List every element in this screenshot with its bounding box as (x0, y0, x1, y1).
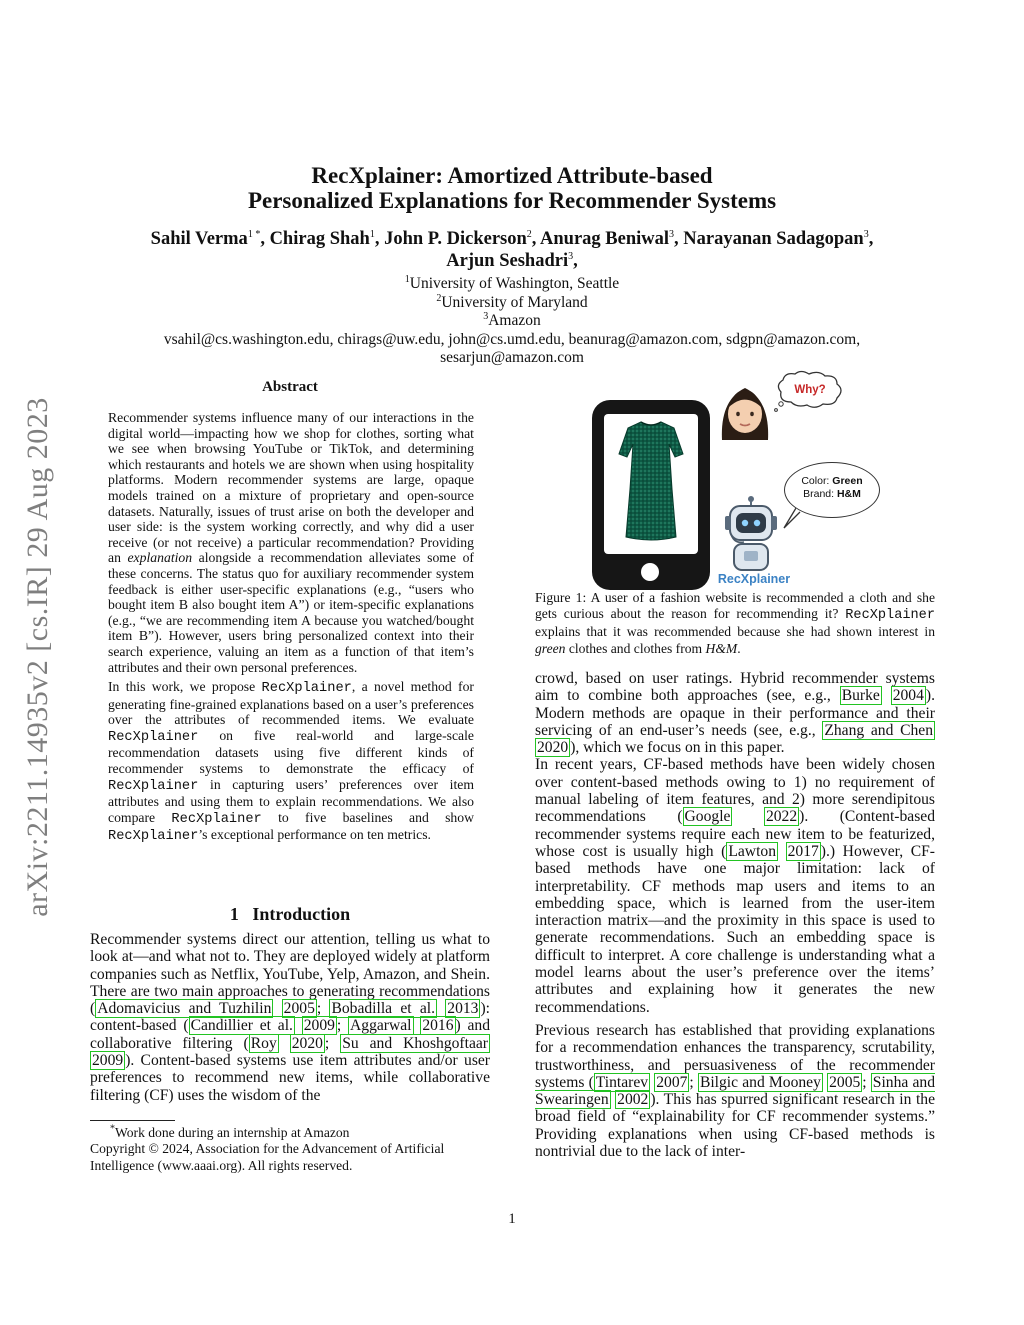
author-name: Arjun Seshadri (446, 251, 569, 271)
method-name: RecXplainer (108, 778, 199, 794)
abstract-body (108, 410, 474, 845)
citation-year: 2017 (787, 842, 819, 860)
method-name: RecXplainer (171, 811, 262, 827)
affiliation (0, 312, 1024, 331)
citation-authors: Bilgic and Mooney (699, 1073, 821, 1091)
author-sup: 2 (526, 228, 532, 240)
emphasis: H&M (705, 640, 738, 656)
author-name: Sahil Verma (150, 229, 248, 249)
citation-authors: Candillier et al. (190, 1017, 293, 1035)
text: ; (324, 1034, 341, 1052)
phone-screen (604, 414, 698, 554)
citation-year: 2009 (303, 1017, 335, 1035)
author-sup: 3 (863, 228, 869, 240)
text: In this work, we propose (108, 679, 262, 695)
arxiv-stamp-text: arXiv:2211.14935v2 [cs.IR] 29 Aug 2023 (21, 397, 54, 917)
citation-year-link[interactable] (290, 1034, 325, 1053)
method-name: RecXplainer (845, 608, 935, 624)
footnote (90, 1125, 490, 1174)
abstract-heading: Abstract (262, 379, 318, 395)
affiliation-sup: 2 (436, 292, 442, 304)
method-name: RecXplainer (108, 729, 199, 745)
citation-authors: Tintarev (595, 1073, 649, 1091)
author-sup: 3 (568, 250, 574, 262)
right-column (535, 670, 935, 1160)
affiliations (0, 275, 1024, 368)
bubble-tail (782, 508, 802, 530)
citation-year: 2016 (422, 1017, 454, 1035)
affiliation-name: University of Washington, Seattle (409, 275, 620, 292)
citation-authors: Su and Khoshgoftaar (342, 1034, 488, 1052)
figure-caption (535, 590, 935, 657)
citation-link[interactable] (340, 1034, 490, 1053)
value: H&M (836, 488, 861, 500)
title-line-2: Personalized Explanations for Recommender Systems (247, 188, 777, 213)
affiliation-sup: 3 (483, 310, 489, 322)
citation-year: 2005 (829, 1073, 861, 1091)
citation-link[interactable] (348, 1016, 413, 1035)
method-name: RecXplainer (261, 681, 352, 697)
text: In recent years, CF-based methods have been widely chosen over content-based methods owing to 1) no requirement of manual labeling of item features, and 2) more serendipitous recommendations ( (535, 756, 935, 826)
citation-authors: Adomavicius and Tuzhilin (97, 1000, 272, 1018)
author-sup: 1 (369, 228, 375, 240)
text: Work done during an internship at Amazon (115, 1125, 350, 1140)
text: . (737, 640, 741, 656)
citation-authors: Lawton (728, 842, 776, 860)
robot-icon (722, 496, 780, 574)
affiliation-sup: 1 (404, 273, 410, 285)
citation-link[interactable] (726, 842, 778, 861)
abstract-paragraph (108, 679, 474, 845)
text: ’s exceptional performance on ten metrics. (198, 827, 431, 843)
author-name: Anurag Beniwal (540, 229, 670, 249)
citation-year-link[interactable] (90, 1051, 125, 1070)
dress-image (604, 414, 698, 554)
text: in capturing users’ preferences over item attributes and using them to explain recommendations. We also compare (108, 776, 474, 825)
title-line-1: RecXplainer: Amortized Attribute-based (311, 163, 713, 188)
body-paragraph (535, 1022, 935, 1160)
citation-link[interactable] (683, 807, 733, 826)
abstract-paragraph (108, 410, 474, 675)
citation-link[interactable] (249, 1034, 279, 1053)
section-heading (90, 903, 490, 925)
citation-authors: Aggarwal (350, 1017, 412, 1035)
paper-title (0, 163, 1024, 214)
affiliation-name: University of Maryland (441, 293, 588, 311)
text: Recommender systems influence many of our interactions in the digital world—impacting how we shop for clothes, sorting what we see when browsing YouTube or TikTok, and determining which restaurants and hotels we are shown when using hospitality platforms. Modern recommender systems are large, opaque models trained on a mixture of proprietary and open-source datasets. Naturally, issues of trust arise on both the developer and user side: is the system working correctly, and why did a user receive (or not receive) a particular recommendation? Providing an (108, 410, 474, 566)
text: ), which we focus on in this paper. (570, 739, 785, 757)
footnote-rule (90, 1120, 175, 1121)
citation-year-link[interactable] (786, 842, 821, 861)
email-line: vsahil@cs.washington.edu, chirags@uw.edu, john@cs.umd.edu, beanurag@amazon.com, sdgpn@amazon.com, (163, 330, 861, 348)
author-sup: 1 * (247, 228, 261, 240)
why-text: Why? (794, 384, 826, 396)
citation-year: 2009 (92, 1052, 124, 1070)
author-name: Narayanan Sadagopan (683, 229, 864, 249)
text: Figure 1: A user of a fashion website is recommended a cloth and she gets curious about the reason for recommending it? (535, 590, 935, 622)
text: ). (Content-based recommender systems require each new item to be featurized, whose cost is usually high ( (535, 808, 935, 860)
citation-link[interactable] (822, 721, 935, 740)
citation-link[interactable] (329, 999, 437, 1018)
citation-year-link[interactable] (282, 999, 317, 1018)
copyright-notice: Copyright © 2024, Association for the Advancement of Artificial Intelligence (www.aaai.org). All rights reserved. (90, 1141, 445, 1173)
text: alongside a recommendation alleviates some of these concerns. The status quo for auxiliary recommender system feedback is either user-specific explanations (e.g., “users who bought item B also bought item A”) or item-specific explanations (e.g., “we are recommending item A because you watched/bought item B”). However, users bring personalized context into their search experience, valuing an item as a function of that item’s attributes and their own personal preferences. (108, 550, 474, 675)
citation-link[interactable] (95, 999, 273, 1018)
footnote-mark: * (110, 1123, 115, 1135)
author-sup: 3 (669, 228, 675, 240)
introduction-section (90, 903, 490, 1104)
body-paragraph (535, 756, 935, 1015)
citation-link[interactable] (840, 686, 882, 705)
citation-authors: Roy (250, 1034, 277, 1052)
citation-authors: Google (684, 808, 731, 826)
section-number: 1 (229, 904, 239, 924)
text: clothes and clothes from (565, 640, 706, 656)
author-name: Chirag Shah (269, 229, 370, 249)
citation-authors: Zhang and Chen (824, 721, 933, 739)
text: ).) However, CF-based methods have one major limitation: lack of interpretability. CF methods map users and items to an embedding space, which is learned from the user-item interaction matrix—and the proximity in this space is used to generate recommendations. Such an embedding space is difficult to interpret. A core challenge is understanding what a model learns about the user’s preference over the items’ attributes and explaining how it generates the new recommendations. (535, 842, 935, 1016)
text: ). Modern methods are opaque in their performance and their servicing of an end-user’s needs (see, e.g., (535, 687, 935, 739)
text: ): content-based ( (90, 1000, 490, 1035)
author-name: John P. Dickerson (384, 229, 527, 249)
citation-year-link[interactable] (764, 807, 799, 826)
citation-link[interactable] (189, 1016, 295, 1035)
text: ) and collaborative filtering ( (90, 1017, 490, 1052)
citation-year-link[interactable] (302, 1016, 337, 1035)
text: explains that it was recommended because she had shown interest in (535, 624, 935, 640)
citation-authors: Sinha and Swearingen (535, 1073, 936, 1109)
text: crowd, based on user ratings. Hybrid recommender systems aim to combine both approaches (see, e.g., (535, 670, 935, 705)
author-list: Sahil Verma$^{1 *}$, Chirag Shah$^1$, John P. Dickerson$^2$, Anurag Beniwal$^3$, Narayanan Sadagopan$^3$, Arjun Seshadri$^3$, (150, 228, 874, 271)
citation-year: 2002 (617, 1091, 649, 1109)
citation-year-link[interactable] (615, 1090, 650, 1109)
citation-year: 2020 (291, 1034, 323, 1052)
page-number: 1 (508, 1211, 516, 1227)
abstract (90, 378, 490, 845)
intro-paragraph (90, 931, 490, 1104)
citation-year-link[interactable] (891, 686, 926, 705)
citation-link[interactable] (698, 1073, 823, 1092)
citation-year: 2020 (537, 739, 569, 757)
citation-year: 2007 (656, 1073, 688, 1091)
section-title: Introduction (252, 904, 351, 924)
citation-year: 2005 (283, 1000, 315, 1018)
explanation-brand (785, 488, 879, 501)
citation-year-link[interactable] (654, 1073, 689, 1092)
citation-year-link[interactable] (827, 1073, 862, 1092)
robot-label: RecXplainer (717, 572, 791, 586)
value: Green (832, 475, 863, 487)
affiliation-name: Amazon (488, 312, 541, 329)
phone-illustration (592, 400, 710, 590)
affiliation (0, 294, 1024, 313)
text: ; (316, 1000, 330, 1018)
citation-link[interactable] (594, 1073, 650, 1092)
text: ; (689, 1073, 698, 1091)
text: , a novel method for generating fine-grained explanations based on a user’s preferences over the attributes of recommended items. We evaluate (108, 679, 474, 728)
label: Color: (801, 475, 833, 487)
text: ). This has spurred significant research in the broad field of “explainability for CF recommender systems.” Providing explanations when using CF-based methods is nontrivial due to the lack of inter- (535, 1091, 935, 1161)
text: to five baselines and show (261, 809, 474, 825)
body-paragraph (535, 670, 935, 756)
citation-year-link[interactable] (420, 1016, 455, 1035)
citation-year-link[interactable] (535, 738, 570, 757)
affiliation (0, 275, 1024, 294)
text: ). Content-based systems use item attributes and/or user preferences to recommend new items, while collaborative filtering (CF) uses the wisdom of the (90, 1052, 490, 1104)
text: Previous research has established that providing explanations for a recommendation enhances the transparency, scrutability, trustworthiness, and persuasiveness of the recommender systems ( (535, 1021, 935, 1091)
text: on five real-world and large-scale recommendation datasets using five different kinds of recommender systems to demonstrate the efficacy of (108, 727, 474, 777)
text: ; (336, 1017, 349, 1035)
citation-year: 2013 (447, 1000, 479, 1018)
email-line: sesarjun@amazon.com (440, 349, 584, 366)
explanation-color (785, 475, 879, 488)
method-name: RecXplainer (108, 829, 199, 845)
citation-year: 2004 (892, 687, 924, 705)
citation-year-link[interactable] (445, 999, 480, 1018)
citation-authors: Bobadilla et al. (331, 1000, 436, 1018)
arxiv-stamp (8, 372, 68, 942)
emphasis: green (535, 640, 566, 656)
phone-home-button (641, 563, 659, 581)
citation-authors: Burke (841, 687, 880, 705)
text: ; (862, 1073, 871, 1091)
text: Recommender systems direct our attention, telling us what to look at—and what not to. They are deployed widely at platform companies such as Netflix, YouTube, Yelp, Amazon, and Shein. There are two main approaches to generating recommendations ( (90, 931, 490, 1018)
footnote-text (90, 1125, 490, 1141)
citation-year: 2022 (765, 808, 798, 826)
emphasis: explanation (127, 550, 193, 566)
woman-emoji-icon (716, 380, 774, 444)
label: Brand: (803, 488, 837, 500)
